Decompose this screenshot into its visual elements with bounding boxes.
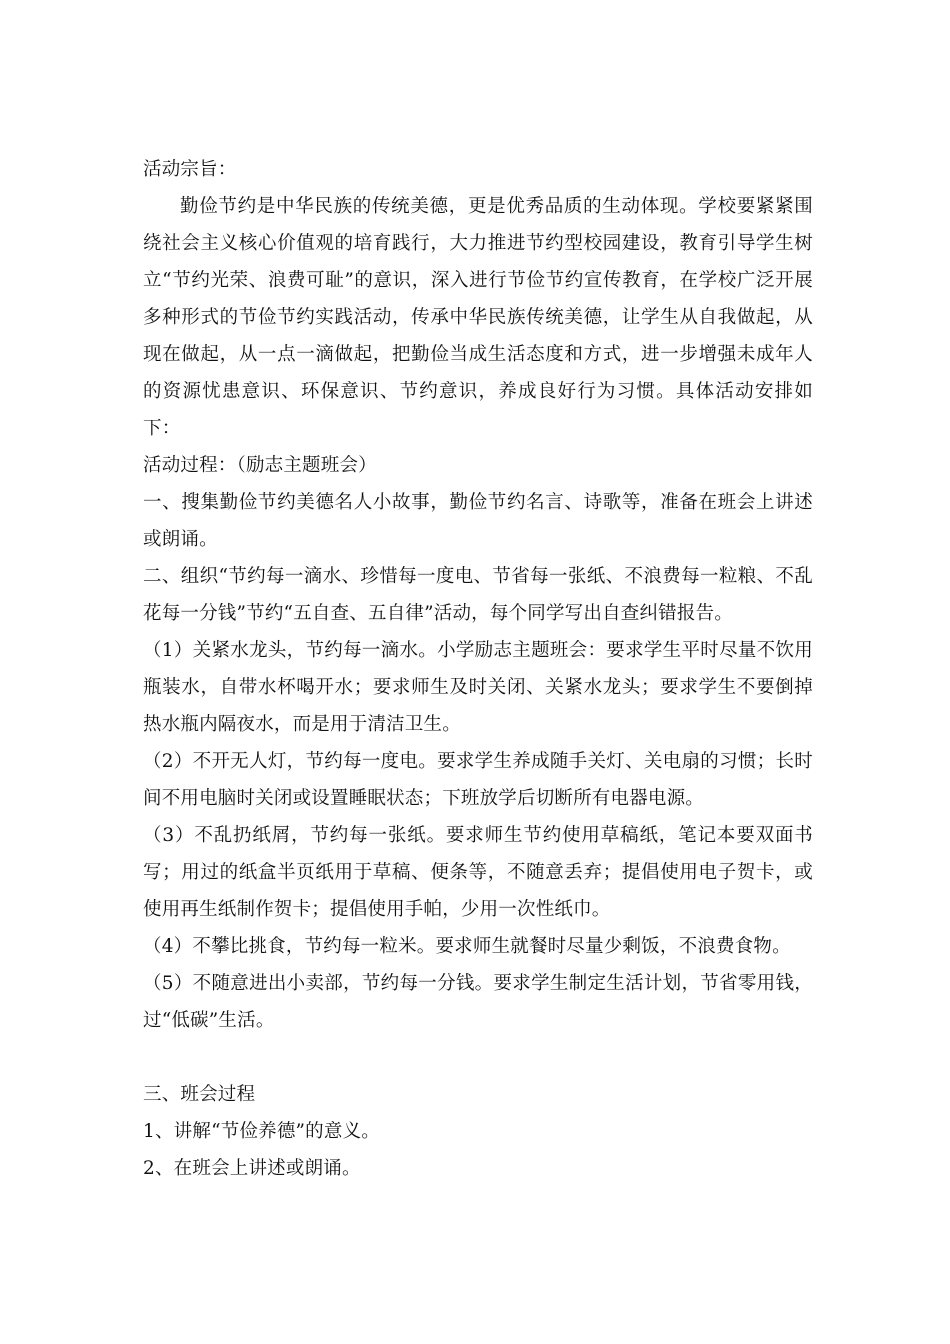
process-heading: 活动过程：（励志主题班会） xyxy=(143,455,377,476)
document-body xyxy=(143,151,813,1187)
step-two-item-2: （2）不开无人灯，节约每一度电。要求学生养成随手关灯、关电扇的习惯；长时间不用电脑时关闭或设置睡眠状态；下班放学后切断所有电器电源。 xyxy=(143,751,813,809)
step-one: 一、搜集勤俭节约美德名人小故事，勤俭节约名言、诗歌等，准备在班会上讲述或朗诵。 xyxy=(143,492,813,550)
step-two-item-3: （3）不乱扔纸屑，节约每一张纸。要求师生节约使用草稿纸，笔记本要双面书写；用过的纸盒半页纸用于草稿、便条等，不随意丢弃；提倡使用电子贺卡，或使用再生纸制作贺卡；提倡使用手帕，少用一次性纸巾。 xyxy=(143,825,813,920)
step-two-item-5: （5）不随意进出小卖部，节约每一分钱。要求学生制定生活计划，节省零用钱，过“低碳”生活。 xyxy=(143,973,813,1031)
step-two-item-1: （1）关紧水龙头，节约每一滴水。小学励志主题班会：要求学生平时尽量不饮用瓶装水，自带水杯喝开水；要求师生及时关闭、关紧水龙头；要求学生不要倒掉热水瓶内隔夜水，而是用于清洁卫生。 xyxy=(143,640,813,735)
purpose-paragraph: 勤俭节约是中华民族的传统美德，更是优秀品质的生动体现。学校要紧紧围绕社会主义核心价值观的培育践行，大力推进节约型校园建设，教育引导学生树立“节约光荣、浪费可耻”的意识，深入进行节俭节约宣传教育，在学校广泛开展多种形式的节俭节约实践活动，传承中华民族传统美德，让学生从自我做起，从现在做起，从一点一滴做起，把勤俭当成生活态度和方式，进一步增强未成年人的资源忧患意识、环保意识、节约意识，养成良好行为习惯。具体活动安排如下： xyxy=(143,196,813,439)
step-three-sub-1: 1、讲解“节俭养德”的意义。 xyxy=(143,1121,380,1142)
step-three-sub-2: 2、在班会上讲述或朗诵。 xyxy=(143,1158,361,1179)
step-two: 二、组织“节约每一滴水、珍惜每一度电、节省每一张纸、不浪费每一粒粮、不乱花每一分钱”节约“五自查、五自律”活动，每个同学写出自查纠错报告。 xyxy=(143,566,813,624)
step-two-item-4: （4）不攀比挑食，节约每一粒米。要求师生就餐时尽量少剩饭，不浪费食物。 xyxy=(143,936,791,957)
blank-line xyxy=(143,1039,813,1076)
purpose-heading: 活动宗旨： xyxy=(143,159,237,180)
step-three: 三、班会过程 xyxy=(143,1084,256,1105)
